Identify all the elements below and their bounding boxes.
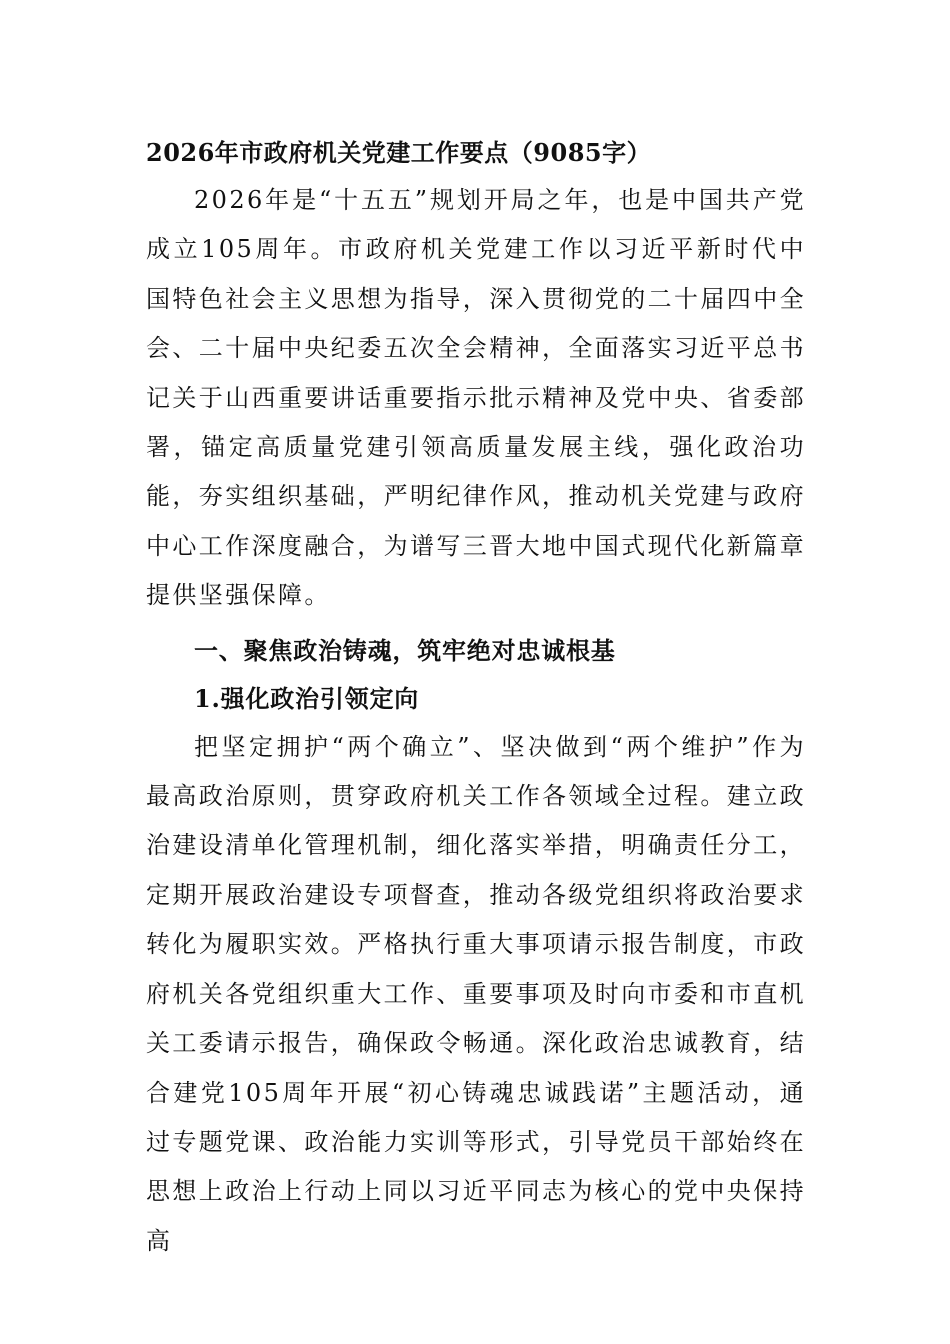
intro-paragraph: 2026年是“十五五”规划开局之年，也是中国共产党成立105周年。市政府机关党建工作以习近平新时代中国特色社会主义思想为指导，深入贯彻党的二十届四中全会、二十届中央纪委五次全会精神，全面落实习近平总书记关于山西重要讲话重要指示批示精神及党中央、省委部署，锚定高质量党建引领高质量发展主线，强化政治功能，夯实组织基础，严明纪律作风，推动机关党建与政府中心工作深度融合，为谱写三晋大地中国式现代化新篇章提供坚强保障。 <box>146 186 806 610</box>
section-heading: 一、聚焦政治铸魂，筑牢绝对忠诚根基 <box>194 635 616 665</box>
subsection-body-paragraph: 把坚定拥护“两个确立”、坚决做到“两个维护”作为最高政治原则，贯穿政府机关工作各领域全过程。建立政治建设清单化管理机制，细化落实举措，明确责任分工，定期开展政治建设专项督查，推动各级党组织将政治要求转化为履职实效。严格执行重大事项请示报告制度，市政府机关各党组织重大工作、重要事项及时向市委和市直机关工委请示报告，确保政令畅通。深化政治忠诚教育，结合建党105周年开展“初心铸魂忠诚践诺”主题活动，通过专题党课、政治能力实训等形式，引导党员干部始终在思想上政治上行动上同以习近平同志为核心的党中央保持高 <box>146 732 806 1255</box>
subsection-heading: 1.强化政治引领定向 <box>194 683 420 713</box>
document-title: 2026年市政府机关党建工作要点（9085字） <box>146 138 652 167</box>
document-body <box>146 130 806 1266</box>
